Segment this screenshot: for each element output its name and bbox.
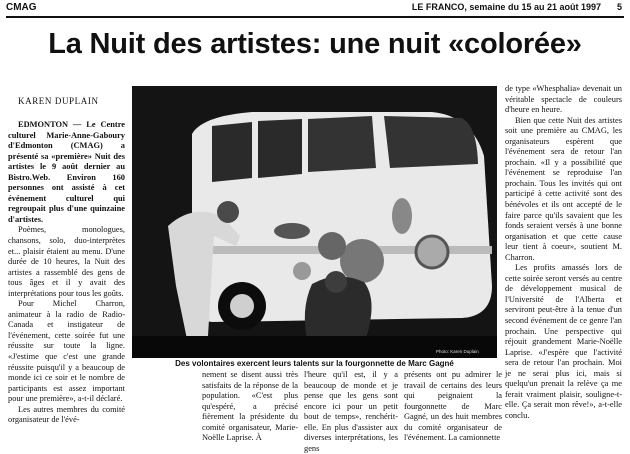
paragraph: Pour Michel Charron, animateur à la radio de Radio-Canada et instigateur de l'événement, cette soirée fut une réussite sur toute la ligne. «J'estime que c'est une grande réussite puisqu'il y a beaucoup de monde ici ce soir et le nombre de participants est assez important pour une première», a-t-il déclaré. [8, 299, 125, 404]
column-3 [304, 370, 398, 454]
page-number: 5 [616, 2, 622, 12]
column-5 [505, 84, 622, 422]
photo-credit: Photo: Karen Duplain [436, 349, 479, 354]
lead-paragraph: EDMONTON — Le Centre culturel Marie-Anne-Gaboury d'Edmonton (CMAG) a présenté sa «première» Nuit des artistes le 9 août dernier au Bistro.Web. Environ 160 personnes ont assisté à cet événement culturel qui regroupait plus d'une quinzaine d'artistes. [8, 120, 125, 224]
paragraph: l'heure qu'il est, il y a beaucoup de monde et je pense que les gens sont encore ici pour un petit bout de temps», renchérit-elle. En plus d'assister aux diverses interprétations, les gens [304, 370, 398, 453]
paragraph: présents ont pu admirer le travail de certains des leurs qui peignaient la fourgonnette de Marc Gagné, un des huit membres du comité organisateur de l'événement. La camionnette [404, 370, 502, 443]
paragraph: de type «Whesphalia» devenait un véritable spectacle de couleurs d'heure en heure. [505, 84, 622, 115]
photo-caption: Des volontaires exercent leurs talents sur la fourgonnette de Marc Gagné [175, 359, 454, 368]
column-1 [8, 120, 125, 426]
column-4 [404, 370, 502, 444]
column-2 [202, 370, 298, 444]
paragraph: Les autres membres du comité organisateur de l'évé- [8, 404, 125, 425]
van-photo-illustration [132, 86, 497, 358]
paragraph: Les profits amassés lors de cette soirée seront versés au centre de développement musical de l'Université de l'Alberta et serviront peut-être à la tenue d'un second événement de ce genre l'an prochain. Une perspective qui réjouit grandement Marie-Noëlle Laprise. «J'espère que l'activité sera de retour l'an prochain. Moi je ne serai plus ici, mais si quelqu'un prenait la relève ça me ferait vraiment plaisir, souligne-t-elle. Ça serait mon rêve!», a-t-elle conclu. [505, 263, 622, 420]
issue-date: LE FRANCO, semaine du 15 au 21 août 1997 [411, 2, 601, 12]
photo [132, 86, 497, 358]
paragraph: nement se disent aussi très satisfaits de la réponse de la population. «C'est plus qu'espéré, a précisé fièrement la présidente du comité organisateur, Marie-Noëlle Laprise. À [202, 370, 298, 443]
header-rule [6, 16, 624, 18]
paragraph: Poèmes, monologues, chansons, solo, duo-interprètes et... plaisir étaient au menu. D'une durée de 10 heures, la Nuit des artistes a rassemblé des gens de tous âges et il y avait des interprétations pour tous les goûts. [8, 225, 125, 298]
publication-name: CMAG [6, 2, 37, 13]
issue-line [412, 2, 622, 12]
article-title: La Nuit des artistes: une nuit «colorée» [48, 28, 582, 60]
paragraph: Bien que cette Nuit des artistes soit une première au CMAG, les organisateurs espèrent que l'événement sera de retour l'an prochain. «Il y a possibilité que l'événement se reproduise l'an prochain. Tous les invités qui ont participé à cette activité sont des bénévoles et ils ont accepté de le faire parce qu'ils savaient que les fonds seraient versés à une bonne organisation et que cette cause leur tient à coeur», soutient M. Charron. [505, 115, 622, 262]
byline: KAREN DUPLAIN [18, 96, 99, 106]
